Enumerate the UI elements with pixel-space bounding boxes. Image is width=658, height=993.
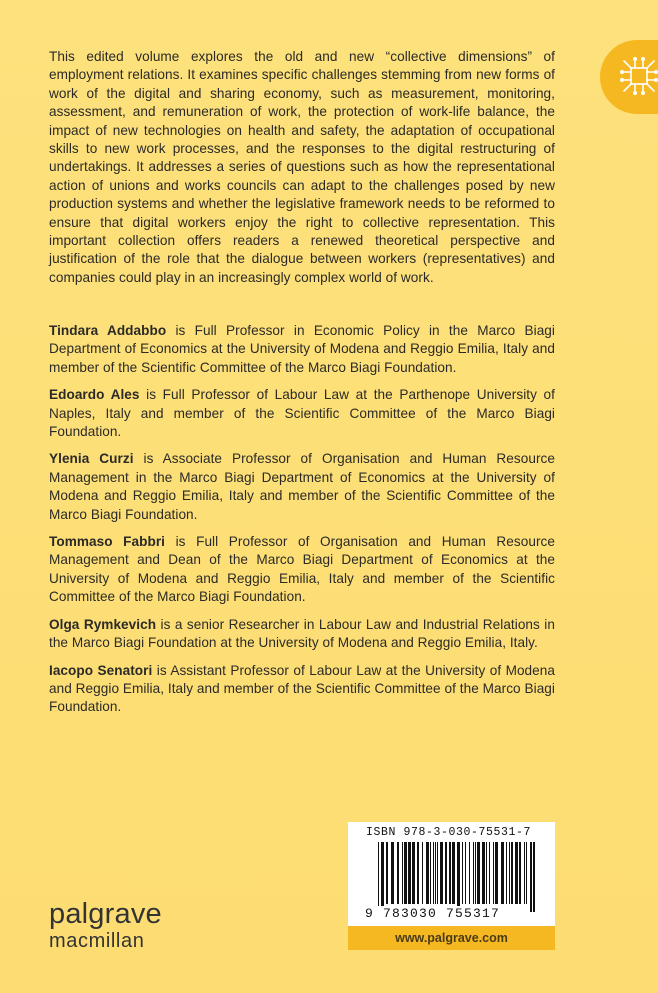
barcode-bar-5 [402, 842, 403, 904]
barcode-bar-29 [489, 842, 490, 904]
publisher-logo [49, 900, 162, 951]
barcode-bar-14 [435, 842, 436, 904]
intro-paragraph: This edited volume explores the old and new “collective dimensions” of employment relations. It examines specific challenges stemming from new forms of work of the digital and sharing economy, such as measurement, monitoring, assessment, and remuneration of work, the protection of work-life balance, the impact of new technologies on health and safety, the adaptation of occupational skills to new work processes, and the responses to the digital restructuring of undertakings. It addresses a series of questions such as how the representational action of unions and works councils can adapt to the challenges posed by new production systems and whether the legislative framework needs to be reformed to ensure that digital workers enjoy the right to collective representation. This important collection offers readers a renewed theoretical perspective and justification of the role that the dialogue between workers (representatives) and companies could play in an increasingly complex world of work. [49, 49, 555, 285]
author-bio-text: is a senior Researcher in Labour Law and Industrial Relations in the Marco Biagi Foundation at the University of Modena and Reggio Emilia, Italy. [49, 616, 555, 651]
author-name: Edoardo Ales [49, 387, 140, 403]
barcode-bar-11 [426, 842, 429, 904]
circuit-chip-icon [614, 51, 658, 101]
barcode-bar-15 [437, 842, 438, 904]
barcode-bar-0 [378, 842, 379, 912]
barcode-bar-39 [526, 842, 527, 904]
author-bio-text: is Full Professor of Organisation and Human Resource Management and Dean of the Marco Biagi Department of Economics at the University of Modena and Reggio Emilia, Italy and member of the Scientific Committee of the Marco Biagi Foundation. [49, 534, 555, 605]
barcode-bar-33 [506, 842, 507, 904]
barcode-bar-12 [430, 842, 431, 904]
barcode-bar-30 [493, 842, 494, 904]
barcode-bar-22 [465, 842, 466, 904]
barcode-bar-6 [404, 842, 407, 904]
barcode-bar-20 [457, 842, 460, 912]
author-bio [49, 533, 555, 607]
logo-line-palgrave: palgrave [49, 898, 162, 930]
author-name: Ylenia Curzi [49, 451, 134, 467]
barcode-bar-19 [452, 842, 455, 904]
barcode-bar-25 [475, 842, 476, 904]
barcode-bar-31 [495, 842, 498, 904]
barcode-bar-38 [524, 842, 525, 904]
barcode-bar-7 [408, 842, 411, 904]
isbn-label: ISBN 978-3-030-75531-7 [366, 826, 532, 839]
barcode-bar-13 [433, 842, 434, 904]
author-bios [49, 322, 555, 726]
barcode-bar-2 [386, 842, 388, 904]
barcode-bar-17 [445, 842, 447, 904]
author-name: Iacopo Senatori [49, 662, 153, 678]
author-bio [49, 662, 555, 717]
barcode-bar-32 [501, 842, 504, 904]
barcode-bar-27 [482, 842, 485, 904]
author-bio [49, 616, 555, 653]
barcode-digits: 9 783030 755317 [365, 906, 501, 921]
barcode-bar-18 [449, 842, 451, 904]
barcode-bar-23 [469, 842, 470, 904]
author-bio-text: is Assistant Professor of Labour Law at the University of Modena and Reggio Emilia, Italy and member of the Scientific Committee of the Marco Biagi Foundation. [49, 662, 555, 715]
barcode-bar-3 [391, 842, 394, 904]
author-bio-text: is Full Professor in Economic Policy in the Marco Biagi Department of Economics at the University of Modena and Reggio Emilia, Italy and member of the Scientific Committee of the Marco Biagi Foundation. [49, 323, 555, 375]
barcode-bar-21 [462, 842, 463, 904]
barcode-bar-24 [473, 842, 474, 904]
barcode-bar-1 [381, 842, 384, 912]
series-badge [600, 40, 658, 114]
author-bio-text: is Full Professor of Labour Law at the Parthenope University of Naples, Italy and member of the Scientific Committee of the Marco Biagi Foundation. [49, 387, 555, 440]
barcode-bar-37 [519, 842, 521, 904]
barcode-bar-10 [422, 842, 423, 904]
author-name: Olga Rymkevich [49, 616, 157, 632]
barcode-bar-8 [412, 842, 415, 904]
barcode-bar-40 [530, 842, 532, 912]
barcode-bar-9 [417, 842, 419, 904]
author-name: Tommaso Fabbri [49, 534, 165, 550]
author-bio-text: is Associate Professor of Organisation and Human Resource Management in the Marco Biagi Department of Economics at the University of Modena and Reggio Emilia, Italy and member of the Scientific Committee of the Marco Biagi Foundation. [49, 451, 555, 522]
barcode-bar-16 [440, 842, 443, 904]
author-bio [49, 386, 555, 441]
author-bio [49, 322, 555, 377]
author-bio [49, 450, 555, 524]
publisher-url[interactable]: www.palgrave.com [348, 926, 555, 950]
barcode-bar-34 [509, 842, 510, 904]
barcode-bar-28 [486, 842, 487, 904]
author-name: Tindara Addabbo [49, 323, 167, 338]
logo-line-macmillan: macmillan [49, 930, 145, 952]
barcode-bar-36 [515, 842, 518, 904]
barcode-bar-26 [477, 842, 480, 904]
barcode-bar-41 [533, 842, 535, 912]
barcode-bar-35 [511, 842, 513, 904]
isbn-barcode [348, 822, 555, 926]
barcode-bar-4 [397, 842, 399, 904]
